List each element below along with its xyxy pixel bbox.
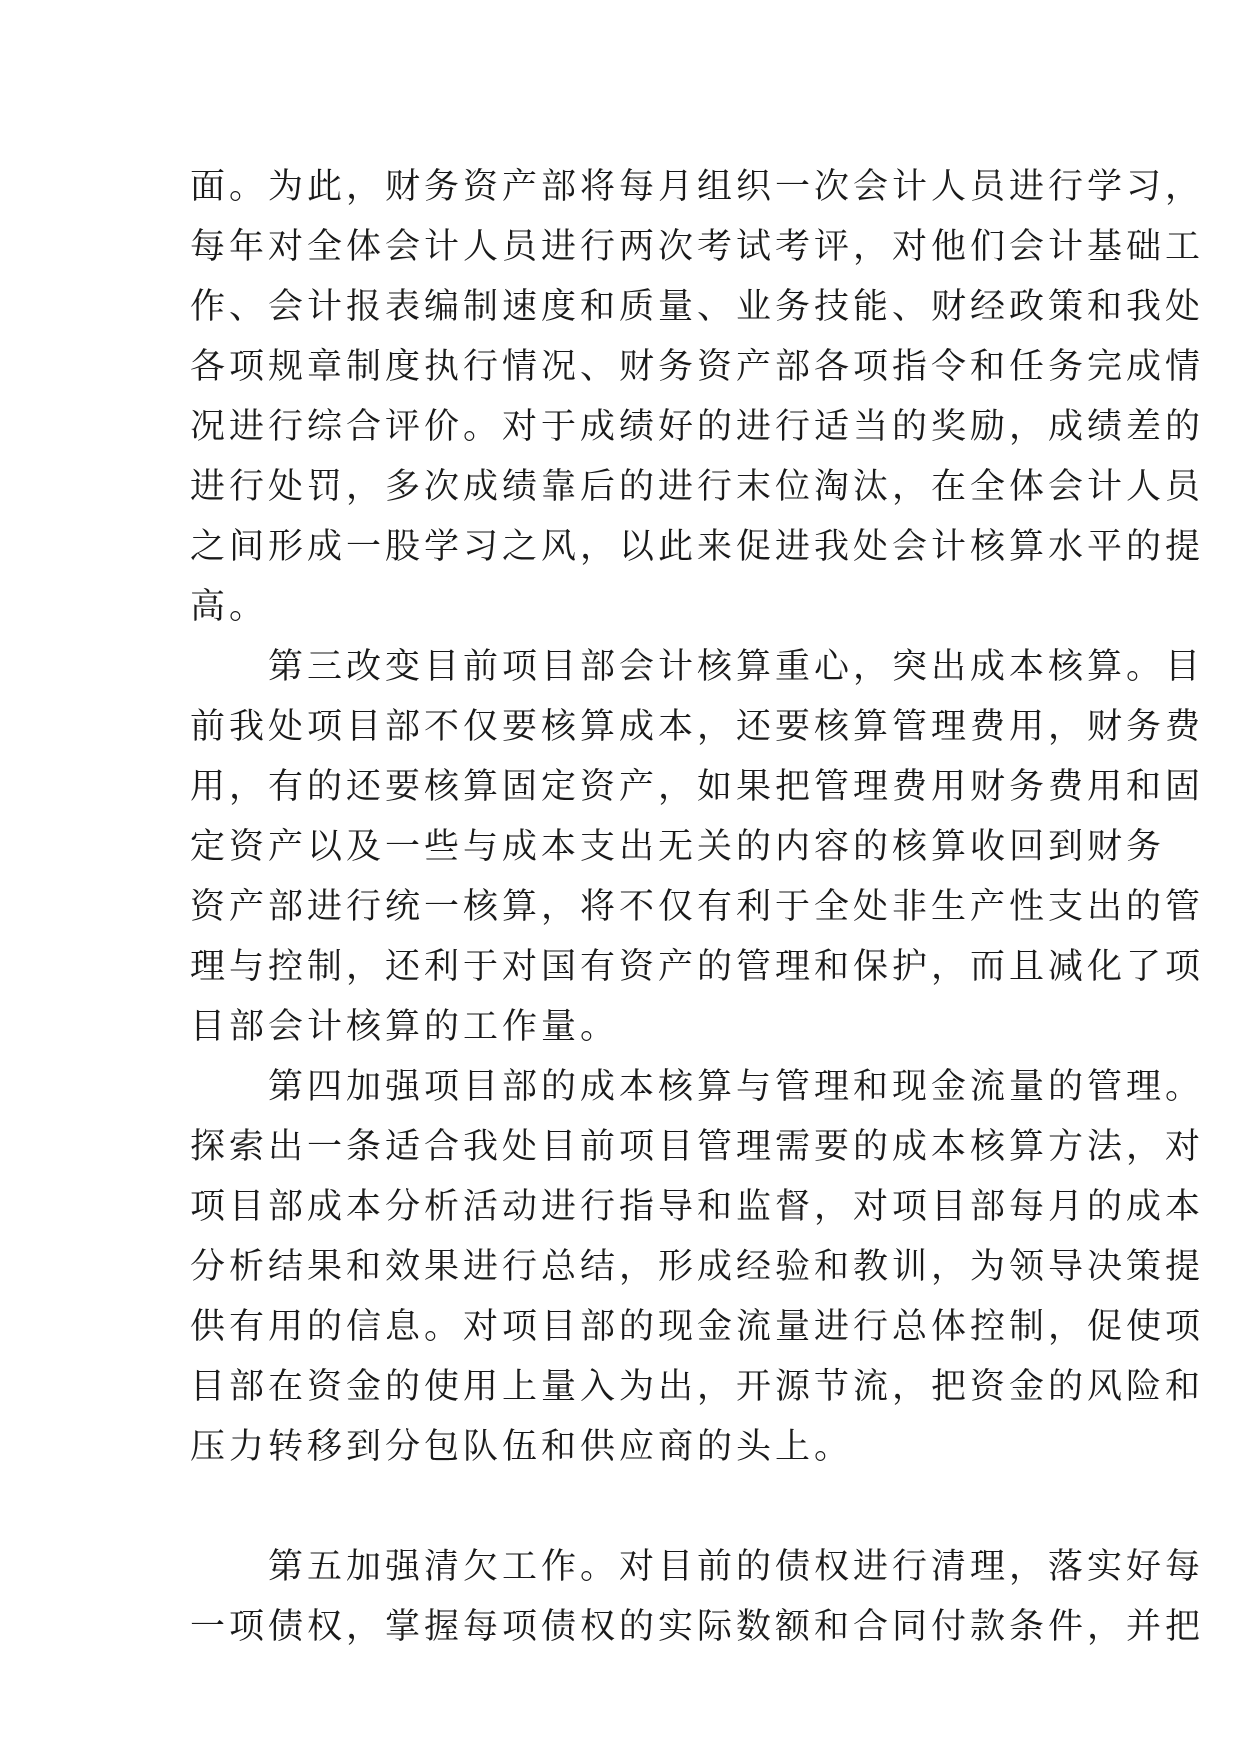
text-line: 进行处罚，多次成绩靠后的进行末位淘汰，在全体会计人员 (190, 467, 1205, 507)
text-line: 资产部进行统一核算，将不仅有利于全处非生产性支出的管 (190, 887, 1205, 927)
text-line: 分析结果和效果进行总结，形成经验和教训，为领导决策提 (190, 1247, 1205, 1287)
text-line: 各项规章制度执行情况、财务资产部各项指令和任务完成情 (190, 347, 1205, 387)
text-line: 供有用的信息。对项目部的现金流量进行总体控制，促使项 (190, 1307, 1205, 1347)
text-line: 目部在资金的使用上量入为出，开源节流，把资金的风险和 (190, 1367, 1205, 1407)
text-line: 用，有的还要核算固定资产，如果把管理费用财务费用和固 (190, 767, 1205, 807)
text-line: 目部会计核算的工作量。 (190, 1007, 620, 1047)
text-line: 压力转移到分包队伍和供应商的头上。 (190, 1427, 854, 1467)
text-line: 第五加强清欠工作。对目前的债权进行清理，落实好每 (190, 1547, 1205, 1587)
text-line: 面。为此，财务资产部将每月组织一次会计人员进行学习， (190, 167, 1205, 207)
text-line: 前我处项目部不仅要核算成本，还要核算管理费用，财务费 (190, 707, 1205, 747)
text-line: 理与控制，还利于对国有资产的管理和保护，而且减化了项 (190, 947, 1205, 987)
body-text (190, 157, 1205, 1657)
paragraph-gap (190, 1477, 1070, 1537)
text-line: 第四加强项目部的成本核算与管理和现金流量的管理。 (190, 1067, 1205, 1107)
text-line: 况进行综合评价。对于成绩好的进行适当的奖励，成绩差的 (190, 407, 1205, 447)
text-line: 探索出一条适合我处目前项目管理需要的成本核算方法，对 (190, 1127, 1205, 1167)
text-line: 项目部成本分析活动进行指导和监督，对项目部每月的成本 (190, 1187, 1205, 1227)
text-line: 定资产以及一些与成本支出无关的内容的核算收回到财务 (190, 827, 1166, 867)
text-line: 高。 (190, 587, 269, 627)
text-line: 一项债权，掌握每项债权的实际数额和合同付款条件，并把 (190, 1607, 1205, 1647)
text-line: 作、会计报表编制速度和质量、业务技能、财经政策和我处 (190, 287, 1205, 327)
text-line: 第三改变目前项目部会计核算重心，突出成本核算。目 (190, 647, 1205, 687)
text-line: 之间形成一股学习之风，以此来促进我处会计核算水平的提 (190, 527, 1205, 567)
text-line: 每年对全体会计人员进行两次考试考评，对他们会计基础工 (190, 227, 1205, 267)
